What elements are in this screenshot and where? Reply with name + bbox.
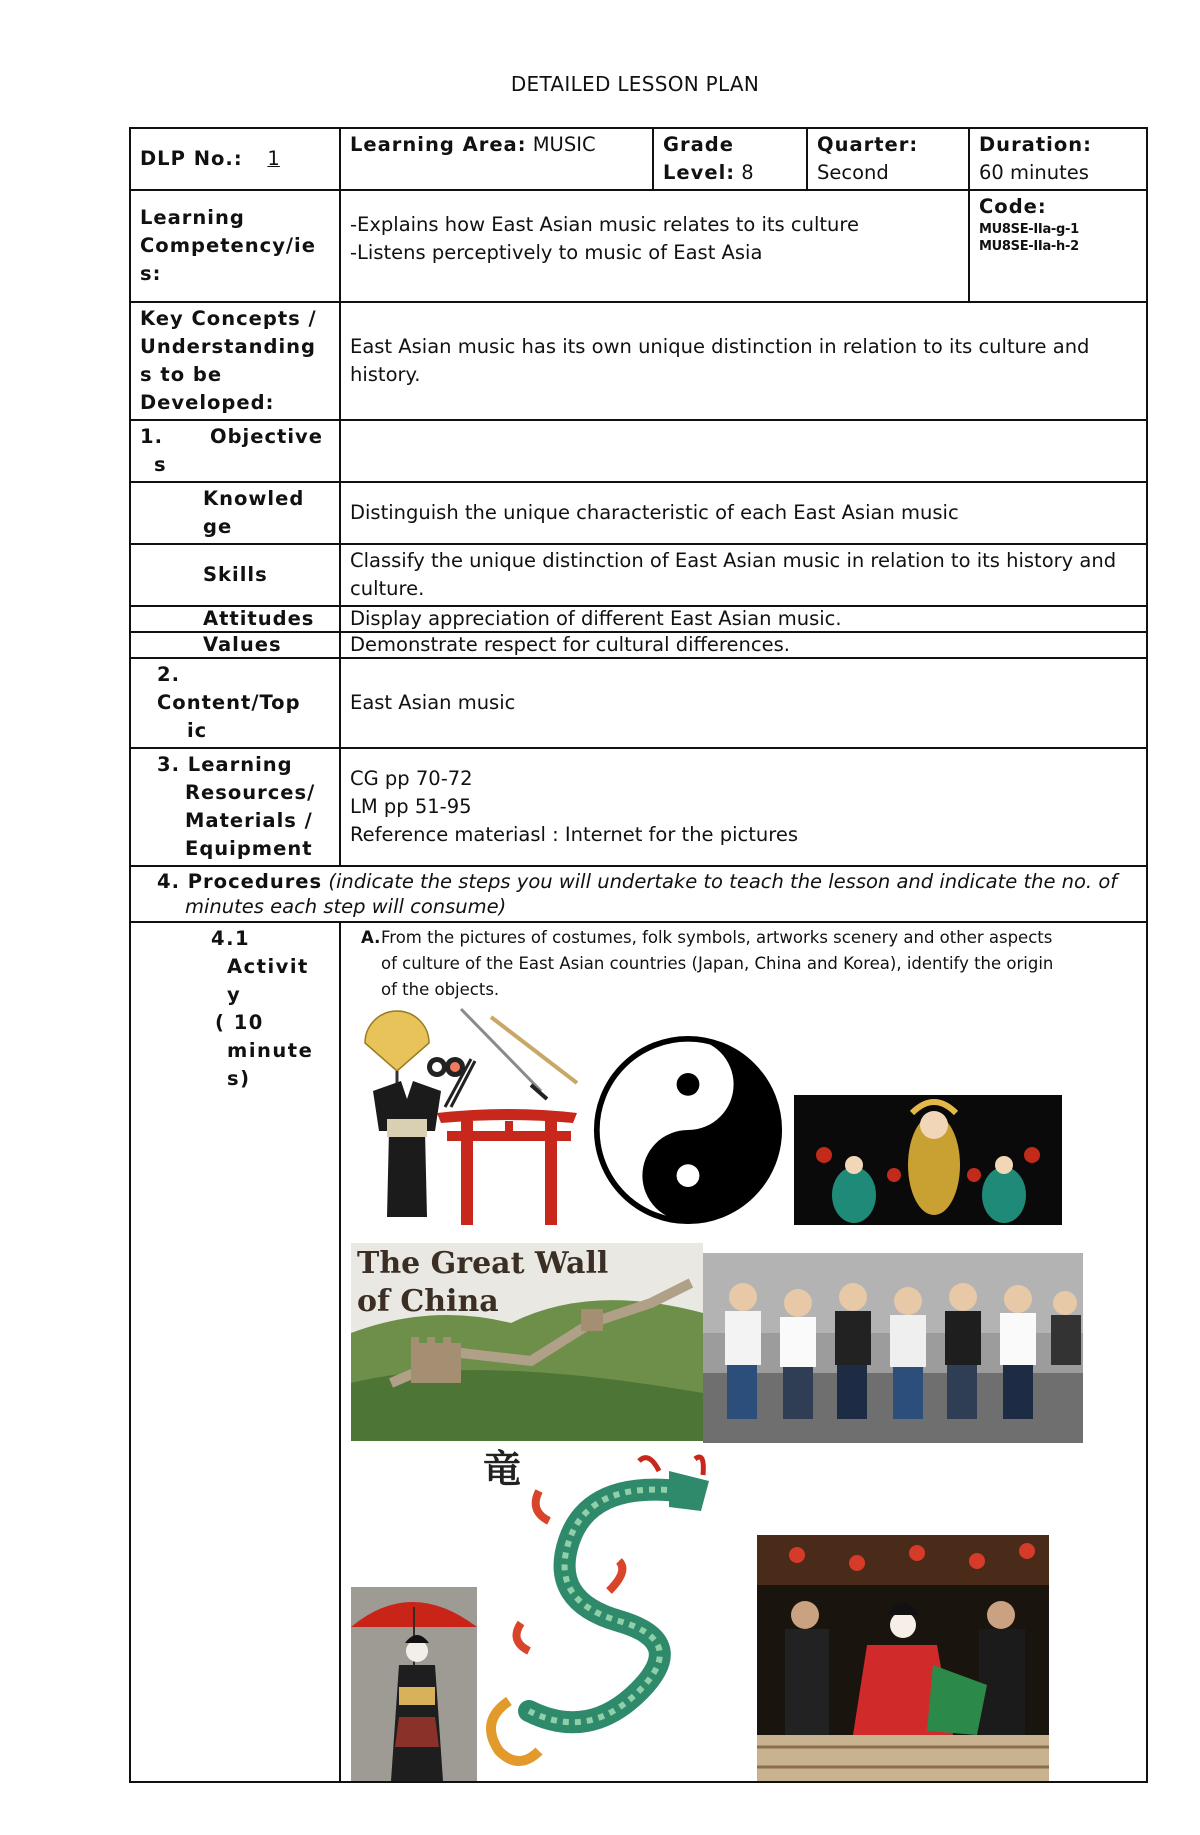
quarter-value: Second xyxy=(817,161,889,184)
key-concepts-text: East Asian music has its own unique distinction in relation to its culture and history. xyxy=(340,302,1147,420)
values-row xyxy=(130,632,1147,658)
dlp-label: DLP No.: xyxy=(140,147,243,170)
code-cell xyxy=(969,190,1147,302)
activity-label-line: minute xyxy=(227,1039,314,1062)
kpop-group-image xyxy=(703,1253,1083,1443)
code-label: Code: xyxy=(979,195,1047,218)
activity-label-line: 4.1 xyxy=(211,927,251,950)
competency-row xyxy=(130,190,1147,302)
resources-label-line: Materials / xyxy=(185,809,313,832)
activity-label-line: Activit xyxy=(227,955,309,978)
lesson-plan-table xyxy=(129,127,1148,1783)
attitudes-text: Display appreciation of different East Asian music. xyxy=(340,606,1147,632)
grade-label: Grade xyxy=(663,133,734,156)
competency-label xyxy=(130,190,340,302)
activity-instruction xyxy=(361,925,1061,1003)
torii-gate-icon xyxy=(437,1109,577,1123)
values-text: Demonstrate respect for cultural differences. xyxy=(340,632,1147,658)
geisha-image xyxy=(351,1587,477,1781)
header-row xyxy=(130,128,1147,190)
dragon-kanji: 竜 xyxy=(483,1447,522,1491)
resource-item: LM pp 51-95 xyxy=(350,795,472,818)
resources-label-line: Resources/ xyxy=(185,781,316,804)
document-title: DETAILED LESSON PLAN xyxy=(510,72,760,96)
resource-item: Reference materiasl : Internet for the pictures xyxy=(350,823,799,846)
great-wall-image xyxy=(351,1243,703,1441)
great-wall-caption xyxy=(357,1245,608,1321)
knowledge-label-line: ge xyxy=(203,515,233,538)
learning-area-value: MUSIC xyxy=(532,133,596,156)
knowledge-text: Distinguish the unique characteristic of each East Asian music xyxy=(340,482,1147,544)
content-topic-text: East Asian music xyxy=(340,658,1147,748)
resources-text xyxy=(340,748,1147,866)
instruction-letter: A. xyxy=(361,928,381,947)
knowledge-row xyxy=(130,482,1147,544)
values-label: Values xyxy=(130,632,340,658)
competency-label-line: Competency/ie xyxy=(140,234,316,257)
instruction-text: From the pictures of costumes, folk symbols, artworks scenery and other aspects of culture of the East Asian countries (Japan, China and Korea), identify the origin of the objects. xyxy=(381,928,1054,999)
content-topic-label-line: 2. Content/Top xyxy=(157,663,301,714)
competency-item: -Explains how East Asian music relates to its culture xyxy=(350,213,859,236)
learning-area-label: Learning Area: xyxy=(350,133,527,156)
code-item: MU8SE-IIa-g-1 xyxy=(979,222,1079,237)
quarter-cell xyxy=(807,128,969,190)
content-topic-label-line: ic xyxy=(187,719,208,742)
procedures-cell xyxy=(130,866,1147,922)
competency-label-line: Learning xyxy=(140,206,245,229)
fan-icon xyxy=(365,1011,429,1071)
skills-row xyxy=(130,544,1147,606)
resources-label-line: 3. Learning xyxy=(157,753,293,776)
resources-label-line: Equipment xyxy=(185,837,313,860)
key-concepts-label xyxy=(130,302,340,420)
activity-label-line: y xyxy=(227,983,242,1006)
japan-symbols-image xyxy=(351,1003,579,1231)
grade-level-label: Level: xyxy=(663,161,736,184)
resources-row xyxy=(130,748,1147,866)
grade-cell xyxy=(653,128,807,190)
bunraku-puppet-image xyxy=(757,1535,1049,1781)
activity-label-line: ( 10 xyxy=(215,1011,264,1034)
attitudes-label: Attitudes xyxy=(130,606,340,632)
learning-area-cell xyxy=(340,128,653,190)
yin-yang-icon xyxy=(593,1035,783,1225)
skills-text: Classify the unique distinction of East Asian music in relation to its history and culture. xyxy=(340,544,1147,606)
key-concepts-label-line: Developed: xyxy=(140,391,275,414)
grade-value: 8 xyxy=(741,161,754,184)
procedures-label: 4. Procedures xyxy=(157,870,323,893)
competency-label-line: s: xyxy=(140,262,162,285)
objectives-label xyxy=(130,420,340,482)
attitudes-row xyxy=(130,606,1147,632)
chinese-opera-image xyxy=(794,1095,1062,1225)
activity-label-line: s) xyxy=(227,1067,251,1090)
procedures-note-cont: minutes each step will consume) xyxy=(185,895,507,918)
resources-label xyxy=(130,748,340,866)
resource-item: CG pp 70-72 xyxy=(350,767,473,790)
quarter-label: Quarter: xyxy=(817,133,919,156)
duration-value: 60 minutes xyxy=(979,161,1089,184)
key-concepts-row xyxy=(130,302,1147,420)
code-item: MU8SE-IIa-h-2 xyxy=(979,239,1079,254)
competency-item: -Listens perceptively to music of East Asia xyxy=(350,241,763,264)
content-topic-row xyxy=(130,658,1147,748)
activity-row xyxy=(130,922,1147,1782)
objectives-row xyxy=(130,420,1147,482)
procedures-note: (indicate the steps you will undertake to teach the lesson and indicate the no. of xyxy=(328,870,1118,893)
objectives-label-line: Objective xyxy=(210,425,323,448)
skills-label: Skills xyxy=(130,544,340,606)
key-concepts-label-line: Understanding xyxy=(140,335,316,358)
objectives-empty xyxy=(340,420,1147,482)
activity-content xyxy=(340,922,1147,1782)
great-wall-caption-line: The Great Wall xyxy=(357,1246,609,1281)
dlp-number-cell xyxy=(130,128,340,190)
dragon-image xyxy=(469,1447,727,1781)
knowledge-label-line: Knowled xyxy=(203,487,305,510)
activity-label xyxy=(130,922,340,1782)
key-concepts-label-line: Key Concepts / xyxy=(140,307,317,330)
content-topic-label xyxy=(130,658,340,748)
kimono-icon xyxy=(373,1081,441,1217)
competency-text xyxy=(340,190,969,302)
knowledge-label xyxy=(130,482,340,544)
objectives-number: 1. xyxy=(140,425,163,448)
duration-cell xyxy=(969,128,1147,190)
objectives-label-line: s xyxy=(154,453,167,476)
dlp-value: 1 xyxy=(267,147,280,170)
duration-label: Duration: xyxy=(979,133,1092,156)
procedures-row xyxy=(130,866,1147,922)
great-wall-caption-line: of China xyxy=(357,1284,499,1319)
key-concepts-label-line: s to be xyxy=(140,363,223,386)
